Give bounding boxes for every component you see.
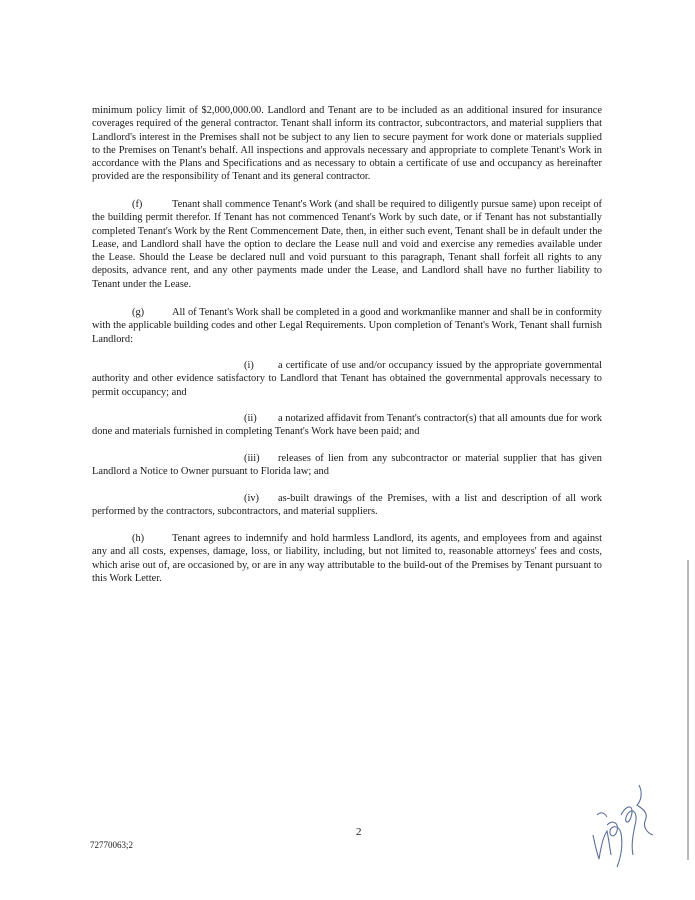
paragraph-label: (f) (132, 199, 143, 210)
paragraph-text: a certificate of use and/or occupancy issued by the appropriate governmental authority and other evidence satisfactory to Landlord that Tenant has obtained the governmental approvals necessary to permit occupancy; and (92, 360, 602, 398)
paragraph-label: (ii) (244, 413, 257, 424)
paragraph-text: Tenant agrees to indemnify and hold harmless Landlord, its agents, and employees from and against any and all costs, expenses, damage, loss, or liability, including, but not limited to, reasonable attorneys' fees and costs, which arise out of, are occasioned by, or are in any way attributable to the build-out of the Premises by Tenant pursuant to this Work Letter. (92, 533, 602, 584)
paragraph-text: Tenant shall commence Tenant's Work (and shall be required to diligently pursue same) upon receipt of the building permit therefor. If Tenant has not commenced Tenant's Work by such date, or if Tenant has not substantially completed Tenant's Work by the Rent Commencement Date, then, in either such event, Tenant shall be in default under the Lease, and Landlord shall have the option to declare the Lease null and void and exercise any remedies available under the Lease. Should the Lease be declared null and void pursuant to this paragraph, Tenant shall forfeit all rights to any deposits, advance rent, and any other payments made under the Lease, and Landlord shall have no further liability to Tenant under the Lease. (92, 199, 602, 290)
paragraph-text: a notarized affidavit from Tenant's contractor(s) that all amounts due for work done and materials furnished in completing Tenant's Work have been paid; and (92, 413, 602, 438)
paragraph-g-ii (92, 412, 602, 439)
paragraph-label: (iv) (244, 493, 260, 504)
paragraph-g-iii (92, 452, 602, 479)
paragraph-text: All of Tenant's Work shall be completed in a good and workmanlike manner and shall be in conformity with the applicable building codes and other Legal Requirements. Upon completion of Tenant's Work, Tenant shall furnish Landlord: (92, 307, 602, 345)
paragraph-text: as-built drawings of the Premises, with a list and description of all work performed by the contractors, subcontractors, and material suppliers. (92, 493, 602, 518)
handwritten-initials (583, 775, 663, 870)
paragraph-label: (h) (132, 533, 145, 544)
paragraph-g-i (92, 359, 602, 399)
paragraph-h (92, 532, 602, 585)
paragraph-f (92, 198, 602, 291)
document-id: 72770063;2 (90, 840, 134, 850)
paragraph-g-iv (92, 492, 602, 519)
paragraph-text: minimum policy limit of $2,000,000.00. Landlord and Tenant are to be included as an additional insured for insurance coverages required of the general contractor. Tenant shall inform its contractor, subcontractors, and material suppliers that Landlord's interest in the Premises shall not be subject to any lien to secure payment for work done or materials supplied to the Premises on Tenant's behalf. All inspections and approvals necessary and appropriate to complete Tenant's Work in accordance with the Plans and Specifications and as necessary to obtain a certificate of use and occupancy as hereinafter provided are the responsibility of Tenant and its general contractor. (92, 105, 602, 183)
paragraph-label: (i) (244, 360, 254, 371)
scan-edge-line (687, 560, 689, 860)
paragraph-g (92, 306, 602, 346)
paragraph-label: (g) (132, 307, 145, 318)
paragraph-label: (iii) (244, 453, 260, 464)
paragraph-continuation (92, 104, 602, 184)
paragraph-text: releases of lien from any subcontractor or material supplier that has given Landlord a Notice to Owner pursuant to Florida law; and (92, 453, 602, 478)
page-number: 2 (356, 826, 362, 838)
